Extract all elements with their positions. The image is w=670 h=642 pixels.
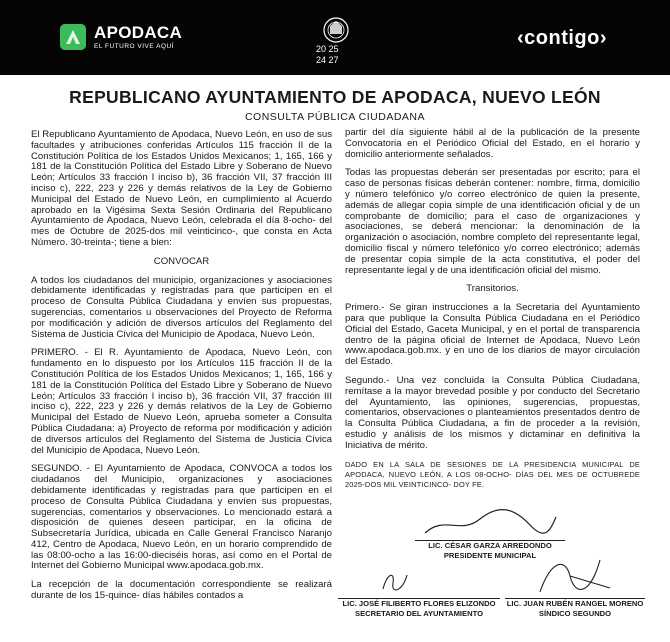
paragraph-intro: El Republicano Ayuntamiento de Apodaca, Nuevo León, en uso de sus facultades y atribuciones conferidas Artículos 115 fracción II de la Constitución Política de los Estados Unidos Mexicanos; 1, 165, 166 y 181 de la Constitución Política del Estado Libre y Soberano de Nuevo León; Artículos 33 fracción I inciso b), 36 fracción VII, 37 fracción III inciso c), 222, 223 y 226 y demás relativos de la Ley de Gobierno Municipal del Estado de Nuevo León, en cumplimiento al Acuerdo aprobado en la Vigésima Sexta Sesión Ordinaria del Republicano Ayuntamiento de Apodaca, Nuevo León, celebrada el día 8-ocho- del mes de Octubre de 2025-dos mil veinticinco-, que consta en Acta Número. 30-treinta-; tiene a bien:: [31, 129, 332, 248]
paragraph-continuation: partir del día siguiente hábil al de la publicación de la presente Convocatoria en el Periódico Oficial del Estado, en el horario y domicilio anteriormente señalados.: [345, 127, 640, 160]
paragraph-recepcion: La recepción de la documentación correspondiente se realizará durante de los 15-quince- días hábiles contados a: [31, 579, 332, 602]
signature-sindico-icon: [530, 552, 620, 598]
brand-tagline: EL FUTURO VIVE AQUÍ: [94, 43, 175, 50]
seal-years-top: 20 25: [316, 44, 339, 54]
contigo-logo: ‹contigo›: [517, 27, 608, 49]
secretary-title: SECRETARIO DEL AYUNTAMIENTO: [355, 609, 483, 618]
paragraph-transitorio-segundo: Segundo.- Una vez concluida la Consulta Pública Ciudadana, remítase a la mayor brevedad posible y por conducto del Secretario del Ayuntamiento, las opiniones, sugerencias, propuestas, comentarios, observaciones o planteamientos presentados dentro de la Consulta Pública Ciudadana, a fin de proceder a la revisión, estudio y análisis de los mismos y dictaminar en definitiva la Iniciativa de mérito.: [345, 374, 640, 451]
paragraph-segundo: SEGUNDO. - El Ayuntamiento de Apodaca, CONVOCA a todos los ciudadanos del Municipio, organizaciones y asociaciones debidamente identificadas y registradas para que participen en el proceso de Consulta Pública Ciudadana y envíen sus propuestas, sugerencias, comentarios y observaciones. Lo mencionado estará a disposición de quienes deseen participar, en la oficina de Subsecretaría Jurídica, ubicada en Calle General Francisco Naranjo 412, Centro de Apodaca, Nuevo León, en un horario comprendido de las 08:00-ocho a las 16:00-dieciséis horas, así como en el Portal de Internet del Gobierno Municipal www.apodaca.gob.mx.: [31, 463, 332, 572]
paragraph-primero: PRIMERO. - El R. Ayuntamiento de Apodaca, Nuevo León, con fundamento en lo dispuesto por los Artículos 115 fracción II de la Constitución Política de los Estados Unidos Mexicanos; 1, 165, 166 y 181 de la Constitución Política del Estado Libre y Soberano de Nuevo León; Artículos 33 fracción I inciso b), 36 fracción VII, 37 fracción III inciso c), 222, 223 y 226 y demás relativos de la Ley de Gobierno Municipal del Estado de Nuevo León, aprueba someter a Consulta Pública Ciudadana: a) Proyecto de reforma por modificación y adición de diversos artículos del Reglamento del Sistema de Justicia Cívica del Municipio de Apodaca, Nuevo León.: [31, 347, 332, 456]
paragraph-convocatoria: A todos los ciudadanos del municipio, organizaciones y asociaciones debidamente identificadas y registradas para que participen en el proceso de Consulta Pública Ciudadana y envíen sus propuestas, sugerencias, comentarios u observaciones del Proyecto de Reforma por modificación y adición de diversos artículos del Reglamento del Sistema de Justicia Cívica del Municipio de Apodaca, Nuevo León.: [31, 274, 332, 340]
apodaca-logo: [60, 24, 182, 50]
president-name: LIC. CÉSAR GARZA ARREDONDO: [428, 541, 552, 550]
signature-sindico: [505, 598, 645, 619]
secretary-name: LIC. JOSÉ FILIBERTO FLORES ELIZONDO: [342, 599, 496, 608]
convocar-heading: CONVOCAR: [153, 255, 210, 267]
sindico-title: SÍNDICO SEGUNDO: [538, 609, 612, 618]
sindico-name: LIC. JUAN RUBÉN RANGEL MORENO: [506, 599, 644, 608]
brand-name: APODACA: [94, 23, 183, 42]
signature-president-icon: [420, 505, 560, 541]
paragraph-transitorio-primero: Primero.- Se giran instrucciones a la Secretaria del Ayuntamiento para que publique la Consulta Pública Ciudadana en el Periódico Oficial del Estado, Gaceta Municipal, y en el portal de transparencia dentro de la página oficial de Internet de Apodaca, Nuevo León www.apodaca.gob.mx. y en uno de los diarios de mayor circulación del Estado.: [345, 302, 640, 368]
document-subtitle: CONSULTA PÚBLICA CIUDADANA: [244, 111, 426, 123]
transitorios-heading: Transitorios.: [466, 283, 519, 295]
header-banner: [0, 0, 670, 75]
apodaca-mark-icon: [60, 24, 86, 50]
paragraph-propuestas: Todas las propuestas deberán ser presentadas por escrito; para el caso de personas físicas deberán contener: nombre, firma, domicilio y número telefónico y/o correo electrónico de quien la presente, además de allegar copia simple de una identificación oficial y de un comprobante de domicilio; para el caso de organizaciones y asociaciones, se deberá mencionar: la denominación de la organización o asociación, nombre completo del representante legal, domicilio fiscal y número telefónico y/o correo electrónico; además de presentar copia simple de la acta constitutiva, el poder del representante legal y de una identificación oficial del mismo.: [345, 167, 640, 276]
seal-years-bottom: 24 27: [316, 55, 339, 65]
president-title: PRESIDENTE MUNICIPAL: [443, 551, 537, 560]
dado-statement: DADO EN LA SALA DE SESIONES DE LA PRESIDENCIA MUNICIPAL DE APODACA, NUEVO LEÓN, A LOS 08-OCHO- DÍAS DEL MES DE OCTUBREDE 2025-DOS MIL VEINTICINCO- DOY FE.: [345, 459, 640, 489]
right-column: [345, 128, 640, 498]
signature-secretary: [338, 598, 500, 619]
municipal-seal-icon: [305, 12, 367, 66]
left-column: [31, 130, 332, 610]
document-title: REPUBLICANO AYUNTAMIENTO DE APODACA, NUEVO LEÓN: [69, 87, 601, 107]
signature-secretary-icon: [375, 565, 415, 595]
